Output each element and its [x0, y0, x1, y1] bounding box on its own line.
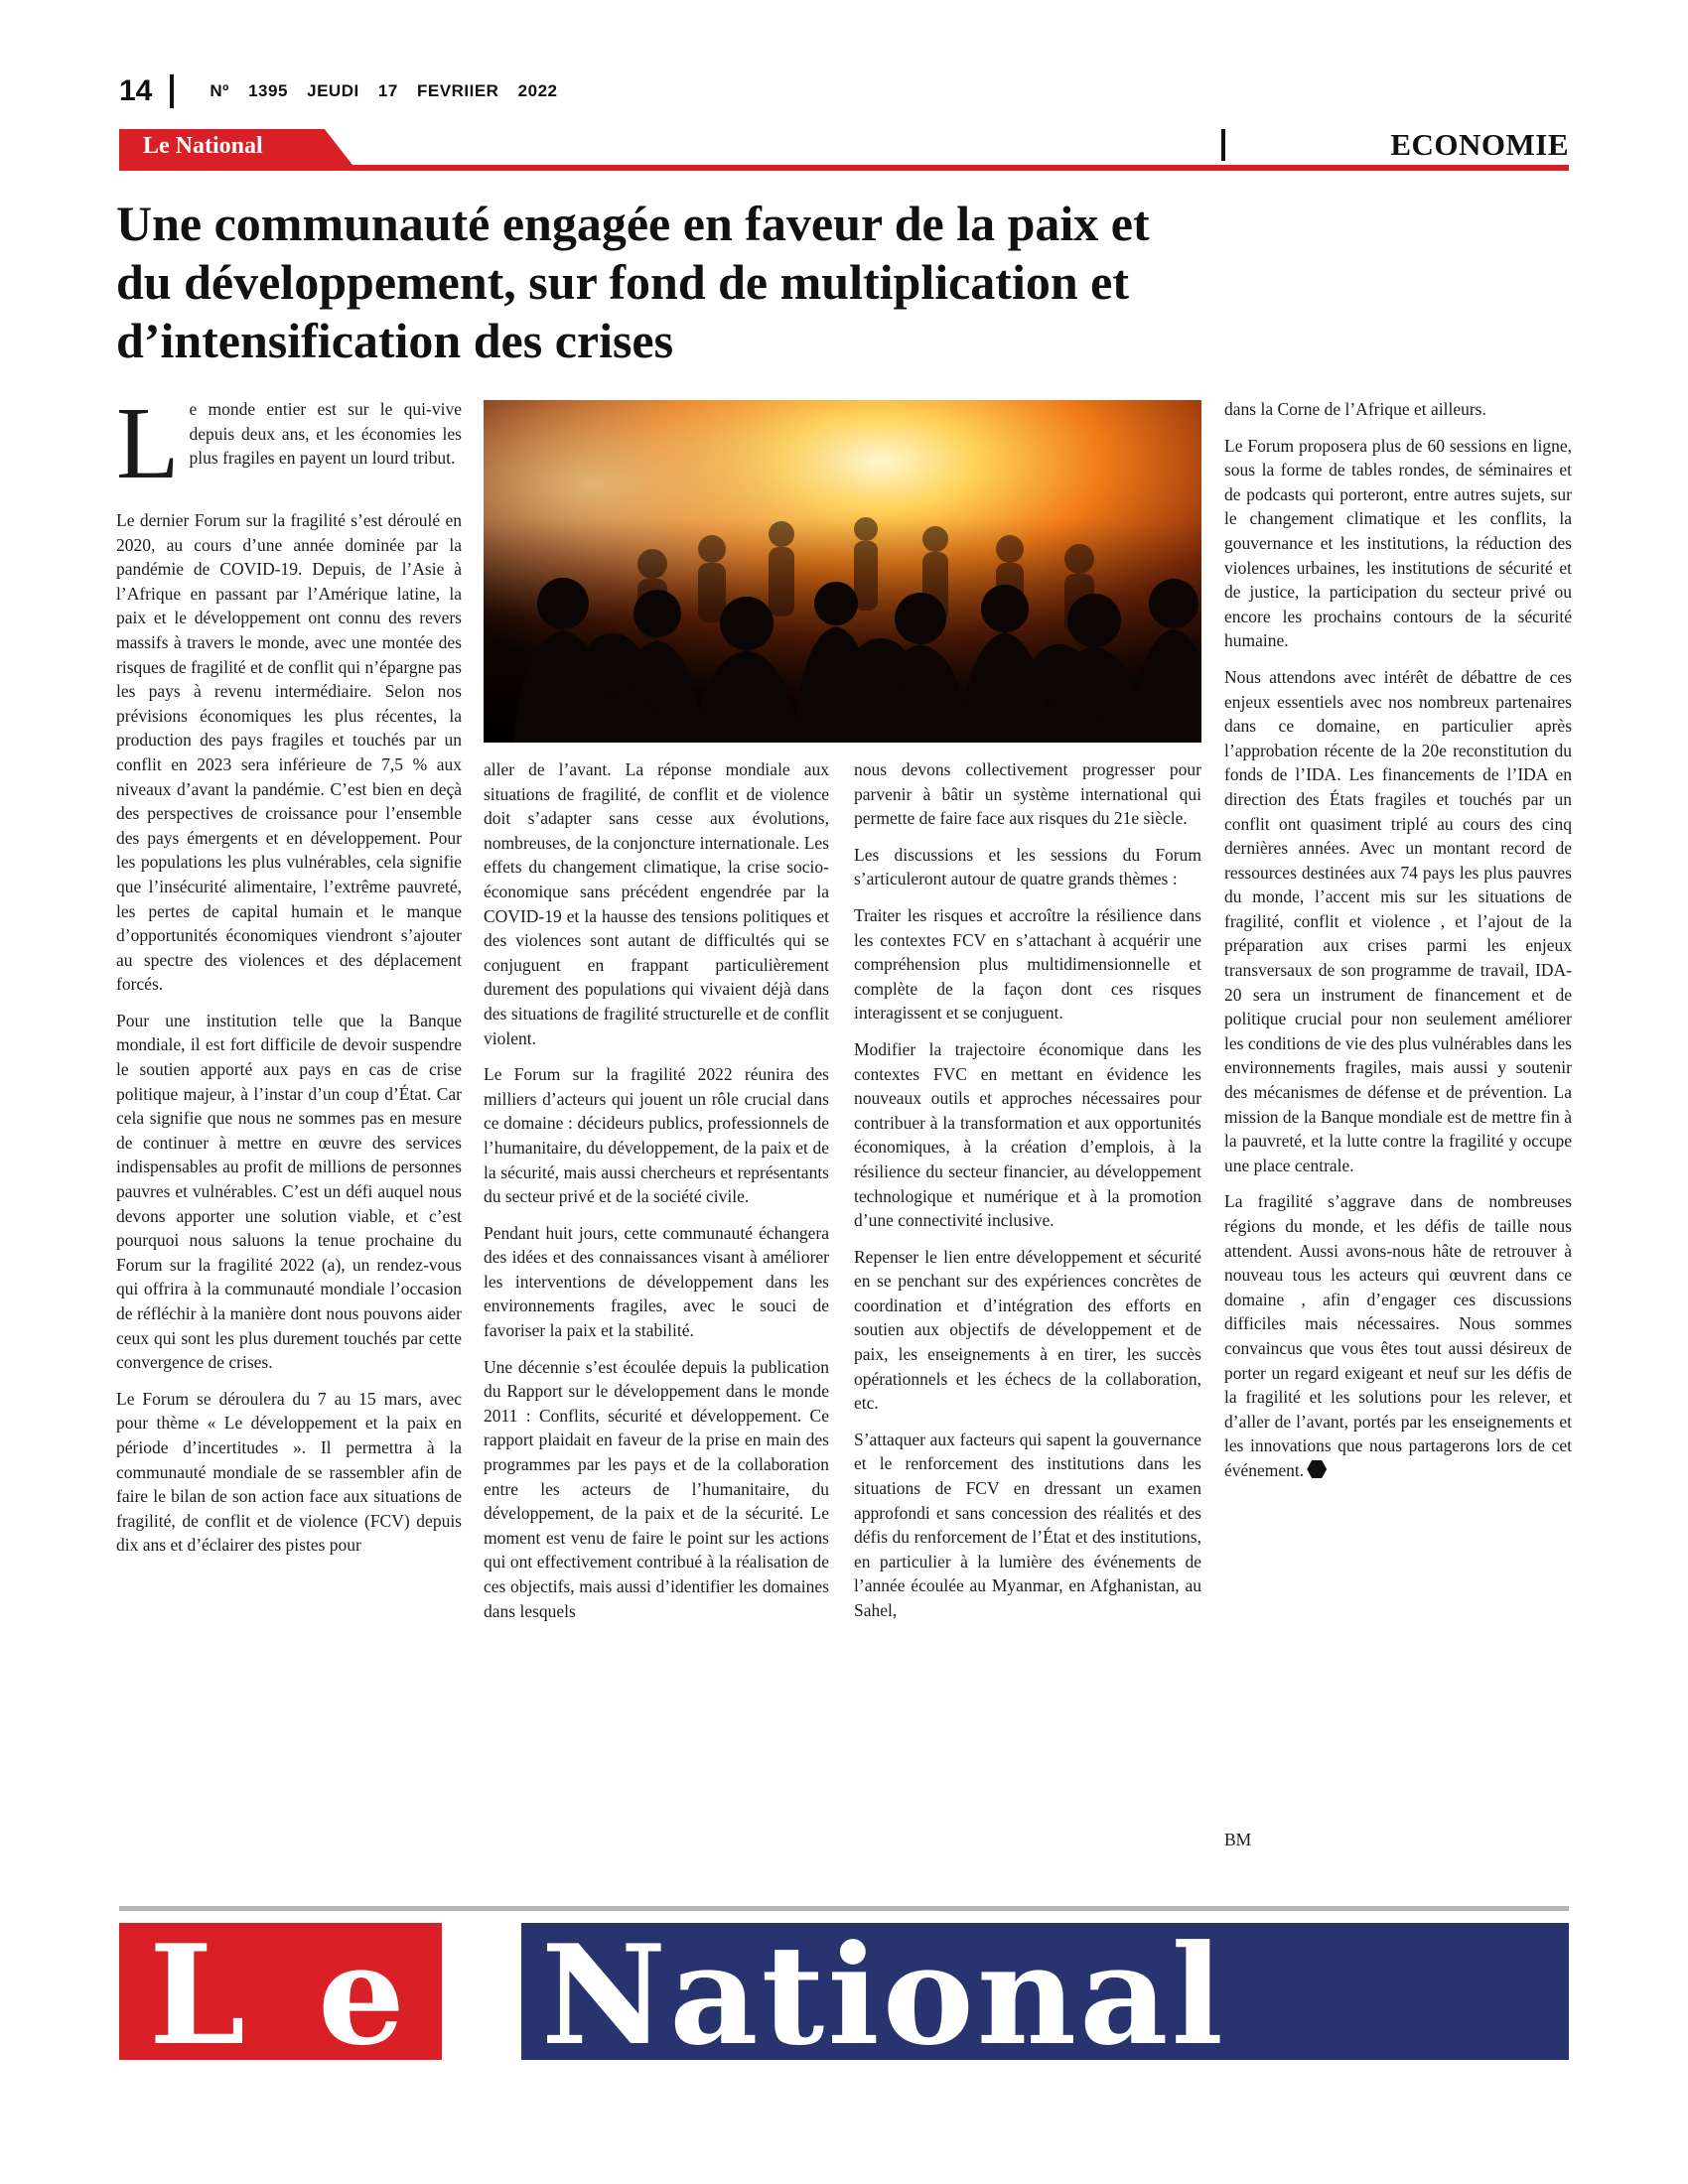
paragraph-text: La fragilité s’aggrave dans de nombreuses régions du monde, et les défis de taille nous attendent. Aussi avons-nous hâte de retrouver à nouveau tous les acteurs qui œuvrent dans ce domaine , afin d’engager ces discussions difficiles mais nécessaires. Nous sommes convaincus que vous êtes tout aussi désireux de porter un regard exigeant et neuf sur les défis de la fragilité et les solutions pour les relever, et d’aller de l’avant, portés par les enseignements et les innovations que nous partagerons lors de cet événement.	[1224, 1191, 1572, 1480]
section-divider	[1221, 129, 1225, 161]
crowd-photo-illustration	[484, 400, 1201, 743]
folio-line	[119, 71, 558, 111]
paragraph: Traiter les risques et accroître la résilience dans les contextes FCV en s’attachant à acquérir une compréhension plus multidimensionnelle et complète de la façon dont ces risques interagissent et se conjuguent.	[854, 904, 1201, 1024]
lead-paragraph	[116, 386, 462, 500]
paragraph: Les discussions et les sessions du Forum s’articuleront autour de quatre grands thèmes :	[854, 844, 1201, 889]
paragraph-text: e monde entier est sur le qui-vive depuis deux ans, et les économies les plus fragiles en payent un lourd tribut.	[189, 399, 462, 469]
issue-date-line: Nº 1395 JEUDI 17 FEVRIIER 2022	[210, 81, 558, 100]
article-column-1	[116, 386, 462, 1570]
paragraph: Pour une institution telle que la Banque mondiale, il est fort difficile de devoir suspendre le soutien apporté aux pays en cas de crise politique majeur, à l’instar d’un coup d’État. Car cela signifie que nous ne sommes pas en mesure de continuer à mettre en œuvre des services indispensables au profit de millions de personnes pauvres et vulnérables. C’est un défi auquel nous devons apporter une solution viable, et c’est pourquoi nous saluons la tenue prochaine du Forum sur la fragilité 2022 (a), un rendez-vous qui offrira à la communauté mondiale l’occasion de réfléchir à la manière dont nous pouvons aider ceux qui sont les plus durement touchés par cette convergence de crises.	[116, 1010, 462, 1373]
author-signature: BM	[1224, 1830, 1252, 1849]
headline-line: du développement, sur fond de multiplication et	[116, 254, 1129, 310]
article-column-4	[1224, 397, 1572, 1495]
article-photo-crowd-silhouettes	[484, 400, 1201, 743]
footer-masthead-logo	[119, 1914, 1569, 2076]
paragraph: nous devons collectivement progresser pour parvenir à bâtir un système international qui permette de faire face aux risques du 21e siècle.	[854, 759, 1201, 829]
paragraph: Nous attendons avec intérêt de débattre de ces enjeux essentiels avec nos nombreux partenaires dans ce domaine, en particulier après l’approbation récente de la 20e reconstitution du fonds de l’IDA. Les financements de l’IDA en direction des États fragiles et touchés par un conflit ont quasiment triplé au cours des cinq dernières années. Avec un montant record de ressources destinées aux 74 pays les plus pauvres du monde, l’accent mis sur les situations de fragilité, conflit et violence , et l’ajout de la préparation aux crises parmi les enjeux transversaux de son programme de travail, IDA-20 sera un instrument de financement et de politique crucial pour non seulement améliorer les conditions de vie des plus vulnérables dans les environnements fragiles, mais aussi y soutenir des mécanismes de défense et de prévention. La mission de la Banque mondiale est de mettre fin à la pauvreté, et la lutte contre la fragilité y occupe une place centrale.	[1224, 666, 1572, 1175]
masthead-wordmark	[119, 1914, 1569, 2076]
masthead-letter-l: L	[149, 1914, 246, 2076]
brand-tab-label: Le National	[143, 133, 263, 159]
headline-line: d’intensification des crises	[116, 313, 674, 368]
drop-cap: L	[116, 386, 180, 500]
paragraph: Le Forum sur la fragilité 2022 réunira des milliers d’acteurs qui jouent un rôle crucial dans ce domaine : décideurs publics, professionnels de l’humanitaire, du développement, de la paix et de la sécurité, mais aussi chercheurs et représentants du secteur privé et de la société civile.	[484, 1064, 829, 1207]
end-of-article-icon	[1307, 1459, 1327, 1479]
paragraph: dans la Corne de l’Afrique et ailleurs.	[1224, 399, 1486, 419]
paragraph: Repenser le lien entre développement et sécurité en se penchant sur des expériences concrètes de coordination et d’intégration des efforts en soutien aux objectifs de développement et de paix, les enseignements à en tirer, les succès opérationnels et les échecs de la collaboration, etc.	[854, 1246, 1201, 1414]
paragraph: S’attaquer aux facteurs qui sapent la gouvernance et le renforcement des institutions dans les situations de FCV en dressant un examen approfondi et sans concession des réalités et des défis du renforcement de l’État et des institutions, en particulier à la lumière des événements de l’année écoulée au Myanmar, en Afghanistan, au Sahel,	[854, 1429, 1201, 1620]
section-title: ECONOMIE	[1390, 127, 1569, 162]
page-number: 14	[119, 74, 153, 107]
paragraph: Le Forum se déroulera du 7 au 15 mars, avec pour thème « Le développement et la paix en période d’incertitudes ». Il permettra à la communauté mondiale de se rassembler afin de faire le bilan de son action face aux situations de fragilité, de conflit et de violence (FCV) depuis dix ans et d’éclairer des pistes pour	[116, 1388, 462, 1556]
paragraph: Le dernier Forum sur la fragilité s’est déroulé en 2020, au cours d’une année dominée par la pandémie de COVID-19. Depuis, de l’Asie à l’Afrique en passant par l’Amérique latine, la paix et le développement ont connu des revers massifs à travers le monde, avec une montée des risques de fragilité et de conflit qui n’épargne pas les pays à revenu intermédiaire. Selon nos prévisions économiques les plus récentes, la production des pays fragiles et touchés par un conflit en 2023 sera inférieure de 7,5 % aux niveaux d’avant la pandémie. C’est bien en deçà des perspectives de croissance pour l’ensemble des pays émergents et en développement. Pour les populations les plus vulnérables, cela signifie que l’insécurité alimentaire, l’extrême pauvreté, les pertes de capital humain et le manque d’opportunités économiques viendront s’ajouter au spectre des violences et des déplacement forcés.	[116, 510, 462, 995]
masthead-national: National	[541, 1914, 1226, 2076]
headline-line: Une communauté engagée en faveur de la paix et	[116, 196, 1150, 251]
paragraph: Une décennie s’est écoulée depuis la publication du Rapport sur le développement dans le monde 2011 : Conflits, sécurité et développement. Ce rapport plaidait en faveur de la prise en main des programmes par les pays et de la collaboration entre les acteurs de l’humanitaire, du développement, de la paix et de la sécurité. Le moment est venu de faire le point sur les actions qui ont effectivement contribué à la réalisation de ces objectifs, mais aussi d’identifier les domaines dans lesquels	[484, 1356, 829, 1621]
article-headline	[116, 195, 1407, 370]
footer-rule	[119, 1906, 1569, 1911]
paragraph: Pendant huit jours, cette communauté échangera des idées et des connaissances visant à améliorer les interventions de développement dans les environnements fragiles, avec le souci de favoriser la paix et la stabilité.	[484, 1222, 829, 1341]
masthead-letter-e: e	[318, 1914, 405, 2076]
folio-divider	[170, 74, 174, 108]
article-column-2	[484, 757, 829, 1635]
paragraph: aller de l’avant. La réponse mondiale aux situations de fragilité, de conflit et de violence doit s’adapter sans cesse aux évolutions, nombreuses, de la conjoncture internationale. Les effets du changement climatique, la crise socio-économique sans précédent engendrée par la COVID-19 et la hausse des tensions politiques et des violences sont autant de difficultés qui se conjuguent en frappant particulièrement durement des populations qui vivaient déjà dans des situations de fragilité structurelle et de conflit violent.	[484, 759, 829, 1048]
article-column-3	[854, 757, 1201, 1635]
header-rule	[119, 165, 1569, 171]
closing-paragraph	[1224, 1189, 1572, 1482]
paragraph: Le Forum proposera plus de 60 sessions en ligne, sous la forme de tables rondes, de séminaires et de podcasts qui porteront, entre autres sujets, sur le changement climatique et les conflits, la gouvernance et les institutions, la réduction des violences urbaines, les institutions de sécurité et de justice, la participation du secteur privé ou encore les prochains contours de la sécurité humaine.	[1224, 435, 1572, 651]
section-header	[119, 129, 1569, 171]
paragraph: Modifier la trajectoire économique dans les contextes FVC en mettant en évidence les nouveaux outils et approches nécessaires pour contribuer à la transformation et aux opportunités économiques, à la création d’emplois, à la résilience du secteur financier, au développement technologique et numérique et à la promotion d’une connectivité inclusive.	[854, 1038, 1201, 1231]
